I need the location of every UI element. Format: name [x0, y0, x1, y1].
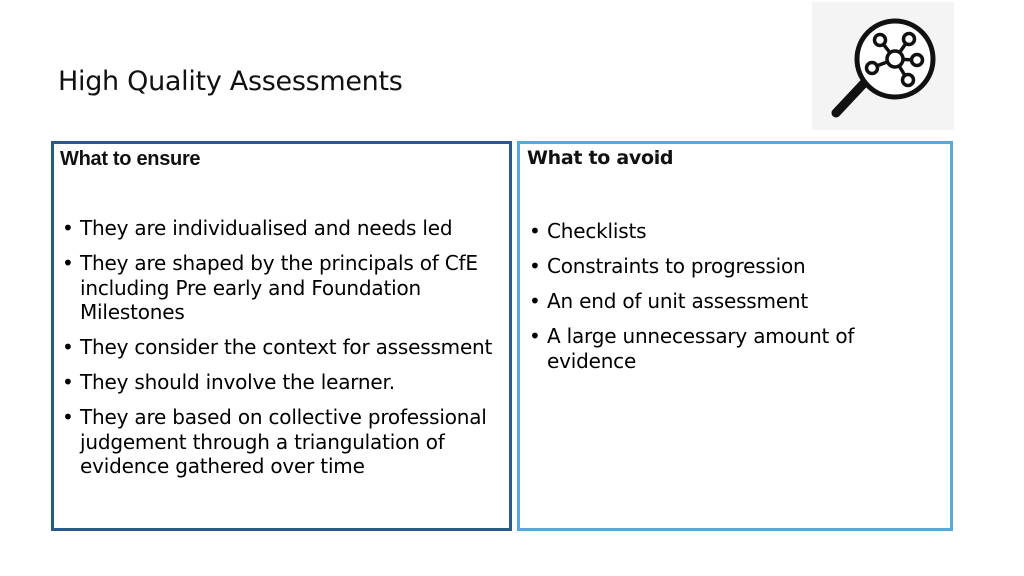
avoid-list: [527, 219, 947, 384]
list-item: • They are individualised and needs led: [62, 216, 453, 240]
bullet-icon: •: [62, 251, 74, 275]
list-item: • They consider the context for assessment: [62, 335, 493, 359]
ensure-list: [60, 216, 510, 489]
ensure-panel: [51, 141, 512, 531]
list-item: • Constraints to progression: [529, 254, 806, 278]
list-item: • Checklists: [529, 219, 647, 243]
avoid-panel: [517, 141, 953, 531]
avoid-heading: What to avoid: [527, 147, 674, 169]
list-item: • They should involve the learner.: [62, 370, 395, 394]
bullet-icon: •: [529, 254, 541, 278]
bullet-icon: •: [529, 289, 541, 313]
magnifier-network-icon: [812, 2, 954, 130]
bullet-icon: •: [529, 324, 541, 348]
list-item: • A large unnecessary amount of evidence: [529, 324, 855, 373]
list-item: • They are shaped by the principals of CfE including Pre early and Foundation Milestones: [62, 251, 478, 324]
bullet-icon: •: [62, 216, 74, 240]
bullet-icon: •: [62, 405, 74, 429]
bullet-icon: •: [62, 335, 74, 359]
bullet-icon: •: [62, 370, 74, 394]
list-item: • An end of unit assessment: [529, 289, 809, 313]
slide-title: High Quality Assessments: [58, 66, 403, 97]
list-item: • They are based on collective professional judgement through a triangulation of evidence gathered over time: [62, 405, 487, 478]
bullet-icon: •: [529, 219, 541, 243]
ensure-heading: What to ensure: [60, 148, 201, 170]
